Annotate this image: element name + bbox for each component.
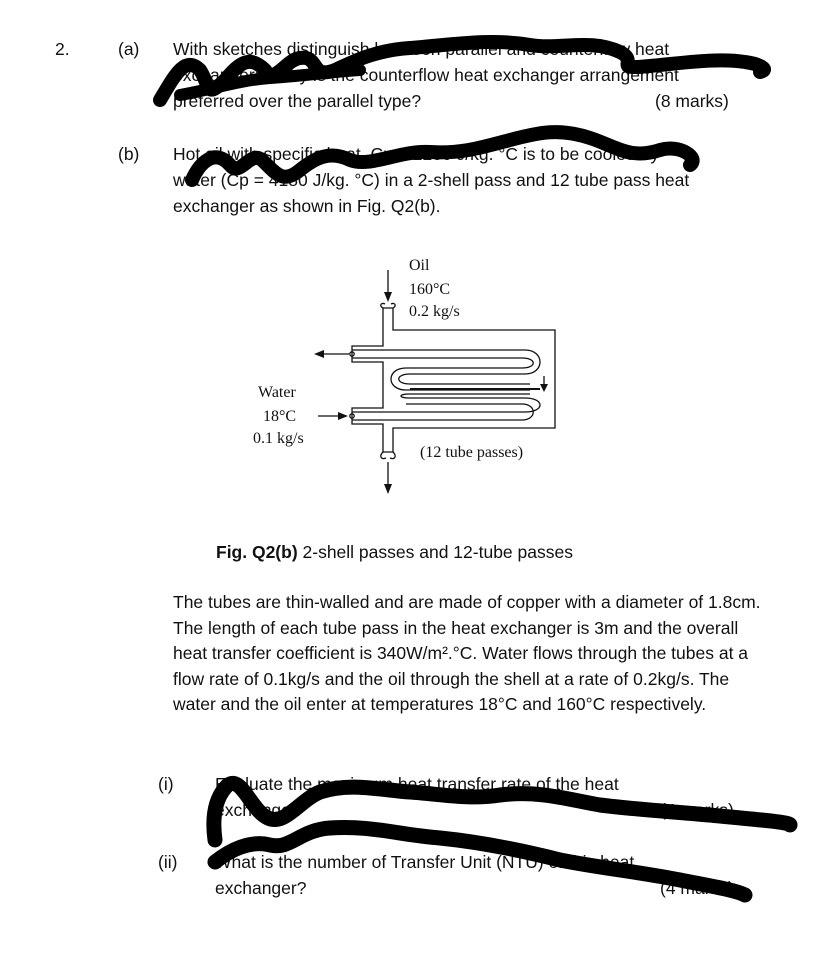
sub-i-line-2: exchanger. [215, 800, 301, 820]
part-a-line-1: With sketches distinguish between parallel and counterflow heat [173, 39, 670, 59]
tube-passes-label: (12 tube passes) [420, 444, 524, 461]
shell-outline [352, 308, 555, 452]
caption-bold: Fig. Q2(b) [216, 542, 298, 562]
part-a-label: (a) [118, 39, 140, 59]
oil-label: Oil [409, 257, 430, 274]
water-temperature: 18°C [263, 408, 297, 425]
sub-ii-marks: (4 marks) [660, 878, 734, 898]
caption-text: 2-shell passes and 12-tube passes [297, 542, 573, 562]
water-label: Water [258, 384, 296, 401]
sub-ii-line-1: What is the number of Transfer Unit (NTU) of this heat [215, 852, 635, 872]
sub-i-marks: (4 marks) [660, 800, 734, 820]
figure-caption [216, 539, 573, 565]
part-a-line-2: exchangers. Why is the counterflow heat exchanger arrangement [173, 65, 679, 85]
part-b-line-2: water (Cp = 4180 J/kg. °C) in a 2-shell pass and 12 tube pass heat [173, 170, 690, 190]
part-b-label: (b) [118, 144, 140, 164]
sub-ii-label: (ii) [158, 852, 178, 872]
part-a-marks: (8 marks) [655, 91, 729, 111]
sub-i-label: (i) [158, 774, 174, 794]
part-b-line-1: Hot oil with specific heat, Cp = 2200 J/kg. °C is to be cooled by [173, 144, 660, 164]
question-number: 2. [55, 39, 70, 59]
sub-ii-line-2: exchanger? [215, 878, 307, 898]
sub-i-line-1: Evaluate the maximum heat transfer rate of the heat [215, 774, 619, 794]
problem-description: The tubes are thin-walled and are made of copper with a diameter of 1.8cm. The length of each tube pass in the heat exchanger is 3m and the overall heat transfer coefficient is 340W/m².°C. Water flows through the tubes at a flow rate of 0.1kg/s and the oil through the shell at a rate of 0.2kg/s. The water and the oil enter at temperatures 18°C and 160°C respectively. [173, 592, 761, 714]
part-b-line-3: exchanger as shown in Fig. Q2(b). [173, 196, 441, 216]
water-flow-rate: 0.1 kg/s [253, 430, 304, 447]
oil-flow-rate: 0.2 kg/s [409, 303, 460, 320]
oil-temperature: 160°C [409, 281, 451, 298]
part-a-line-3: preferred over the parallel type? [173, 91, 422, 111]
